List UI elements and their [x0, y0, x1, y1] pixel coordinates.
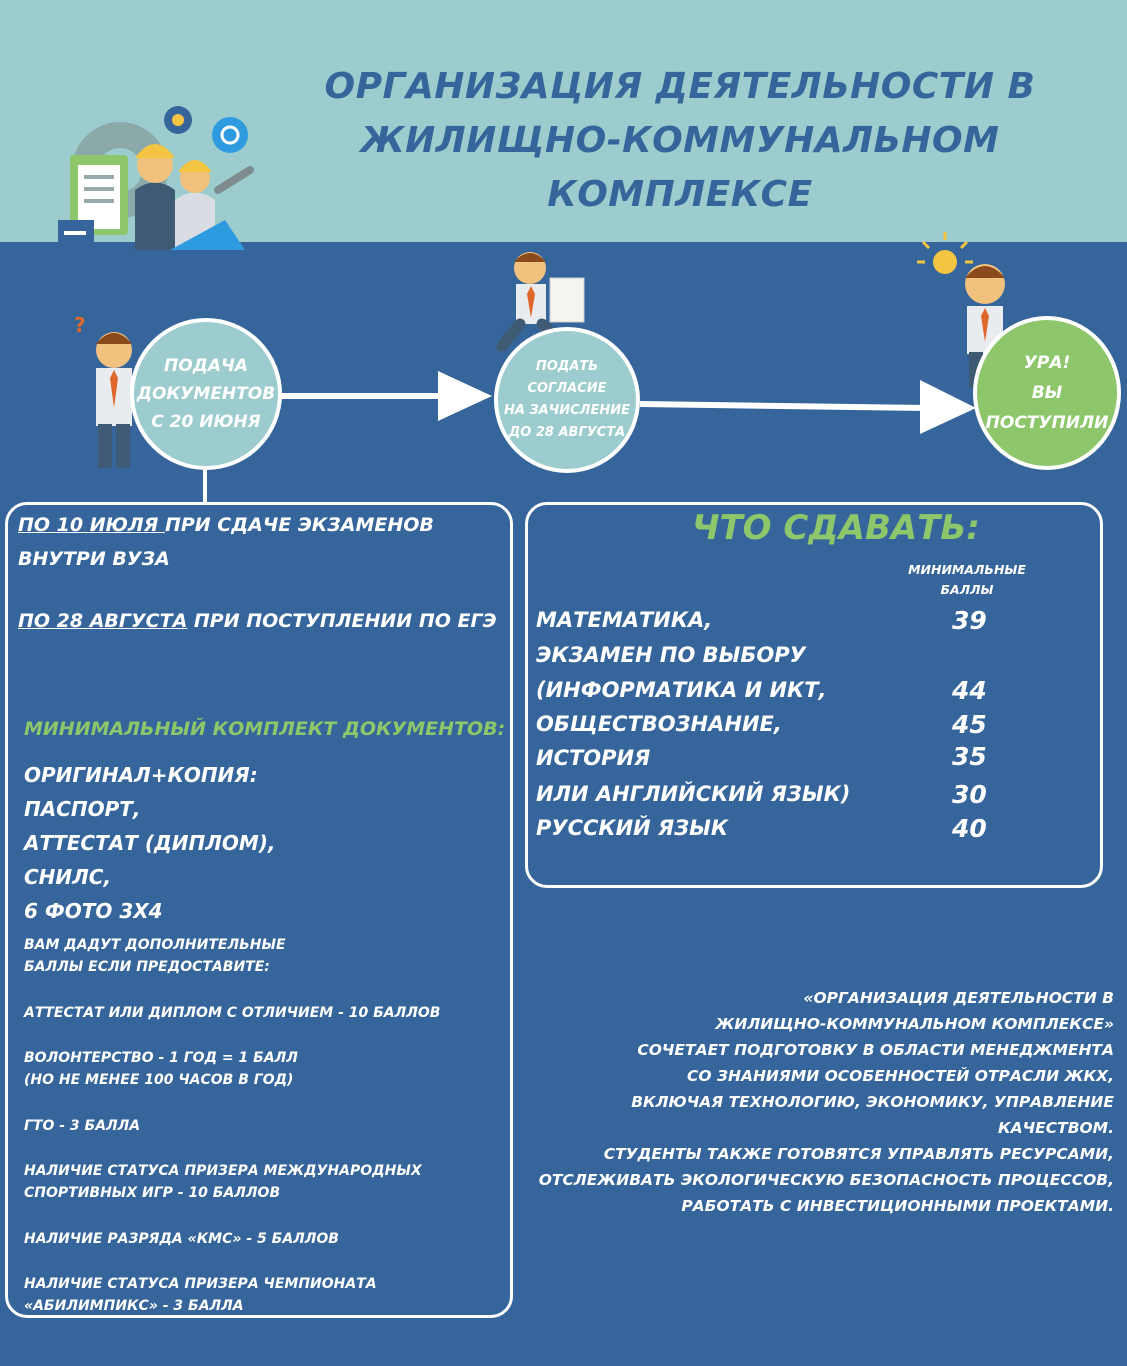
bonus-item [24, 1115, 504, 1137]
step-submit-documents [130, 318, 282, 470]
step-admitted [973, 316, 1121, 470]
exam-row [536, 643, 1006, 667]
description-line: СОЧЕТАЕТ ПОДГОТОВКУ В ОБЛАСТИ МЕНЕДЖМЕНТА [637, 1041, 1114, 1059]
title-line-2: ЖИЛИЩНО-КОММУНАЛЬНОМ КОМПЛЕКСЕ [360, 120, 1000, 215]
page-title [270, 60, 1090, 222]
bonus-intro-text: БАЛЛЫ ЕСЛИ ПРЕДОСТАВИТЕ: [24, 959, 270, 975]
exam-row [536, 710, 1006, 739]
min-score-label-text: БАЛЛЫ [940, 582, 994, 597]
exam-row [536, 606, 1006, 635]
step-text: УРА! [1023, 353, 1071, 373]
step-text: ДОКУМЕНТОВ [136, 384, 276, 404]
exam-subject: ОБЩЕСТВОЗНАНИЕ, [536, 712, 782, 736]
exams-heading: ЧТО СДАВАТЬ: [692, 508, 980, 548]
step-text: ПОДАЧА [164, 356, 248, 376]
bonus-text: НАЛИЧИЕ СТАТУСА ПРИЗЕРА МЕЖДУНАРОДНЫХ [24, 1163, 422, 1179]
bonus-text: ВОЛОНТЕРСТВО - 1 ГОД = 1 БАЛЛ [24, 1050, 298, 1066]
bonus-text: ГТО - 3 БАЛЛА [24, 1118, 141, 1134]
step-text: ВЫ [1031, 383, 1063, 403]
step-text: С 20 ИЮНЯ [151, 412, 261, 432]
bonus-intro [24, 934, 504, 978]
step-text: СОГЛАСИЕ [527, 381, 607, 396]
deadline-text: ПРИ ПОСТУПЛЕНИИ ПО ЕГЭ [187, 610, 497, 632]
step-consent [494, 327, 640, 473]
deadline-ege [18, 604, 513, 638]
bonus-text: НАЛИЧИЕ РАЗРЯДА «КМС» - 5 БАЛЛОВ [24, 1231, 339, 1247]
description-line: РАБОТАТЬ С ИНВЕСТИЦИОННЫМИ ПРОЕКТАМИ. [681, 1197, 1114, 1215]
svg-text:?: ? [74, 313, 86, 337]
exam-subject: (ИНФОРМАТИКА И ИКТ, [536, 678, 827, 702]
step-text: НА ЗАЧИСЛЕНИЕ [503, 403, 630, 418]
min-score-label [896, 560, 1038, 600]
exam-score: 30 [952, 780, 987, 809]
bonus-item [24, 1047, 504, 1091]
exam-row [536, 676, 1006, 705]
deadline-text: ВНУТРИ ВУЗА [18, 548, 170, 570]
list-item: ОРИГИНАЛ+КОПИЯ: [24, 763, 258, 787]
documents-list [24, 758, 424, 928]
bonus-intro-text: ВАМ ДАДУТ ДОПОЛНИТЕЛЬНЫЕ [24, 937, 286, 953]
description-line: ОТСЛЕЖИВАТЬ ЭКОЛОГИЧЕСКУЮ БЕЗОПАСНОСТЬ ПРОЦЕССОВ, [538, 1171, 1114, 1189]
program-description [520, 985, 1114, 1219]
description-line: «ОРГАНИЗАЦИЯ ДЕЯТЕЛЬНОСТИ В [803, 989, 1114, 1007]
exam-subject: ИЛИ АНГЛИЙСКИЙ ЯЗЫК) [536, 782, 851, 806]
min-score-label-text: МИНИМАЛЬНЫЕ [908, 562, 1026, 577]
bonus-item [24, 1273, 504, 1317]
exam-score: 44 [952, 676, 987, 705]
exam-subject: МАТЕМАТИКА, [536, 608, 713, 632]
list-item: 6 ФОТО 3Х4 [24, 899, 163, 923]
deadline-text: ПРИ СДАЧЕ ЭКЗАМЕНОВ [164, 514, 434, 536]
exam-row [536, 742, 1006, 771]
bonus-item [24, 1160, 504, 1204]
bonus-text: «АБИЛИМПИКС» - 3 БАЛЛА [24, 1298, 244, 1314]
bonus-text: НАЛИЧИЕ СТАТУСА ПРИЗЕРА ЧЕМПИОНАТА [24, 1276, 377, 1292]
exam-score: 40 [952, 814, 987, 843]
list-item: ПАСПОРТ, [24, 797, 141, 821]
deadline-exams [18, 508, 508, 576]
bonus-item [24, 1002, 504, 1024]
exam-subject: ЭКЗАМЕН ПО ВЫБОРУ [536, 643, 806, 667]
step-text: ДО 28 АВГУСТА [508, 425, 626, 440]
title-line-1: ОРГАНИЗАЦИЯ ДЕЯТЕЛЬНОСТИ В [324, 66, 1036, 107]
arrow-right-icon [280, 371, 492, 421]
exam-row [536, 780, 1006, 809]
list-item: АТТЕСТАТ (ДИПЛОМ), [24, 831, 276, 855]
deadline-date: ПО 10 ИЮЛЯ [18, 514, 165, 536]
exam-subject: РУССКИЙ ЯЗЫК [536, 816, 729, 840]
documents-heading: МИНИМАЛЬНЫЙ КОМПЛЕКТ ДОКУМЕНТОВ: [24, 718, 506, 740]
exam-row [536, 814, 1006, 843]
workers-illustration-icon [50, 100, 270, 250]
exam-score: 39 [952, 606, 987, 635]
exam-score: 45 [952, 710, 987, 739]
bonus-text: АТТЕСТАТ ИЛИ ДИПЛОМ С ОТЛИЧИЕМ - 10 БАЛЛОВ [24, 1005, 441, 1021]
bonus-text: (НО НЕ МЕНЕЕ 100 ЧАСОВ В ГОД) [24, 1072, 294, 1088]
bonus-item [24, 1228, 504, 1250]
exam-subject: ИСТОРИЯ [536, 746, 651, 770]
list-item: СНИЛС, [24, 865, 112, 889]
description-line: ЖИЛИЩНО-КОММУНАЛЬНОМ КОМПЛЕКСЕ» [715, 1015, 1114, 1033]
bonus-text: СПОРТИВНЫХ ИГР - 10 БАЛЛОВ [24, 1185, 281, 1201]
exam-score: 35 [952, 742, 987, 771]
description-line: СО ЗНАНИЯМИ ОСОБЕННОСТЕЙ ОТРАСЛИ ЖКХ, [687, 1067, 1114, 1085]
step-text: ПОДАТЬ [535, 359, 599, 374]
description-line: ВКЛЮЧАЯ ТЕХНОЛОГИЮ, ЭКОНОМИКУ, УПРАВЛЕНИЕ КАЧЕСТВОМ. [631, 1093, 1114, 1137]
deadline-date: ПО 28 АВГУСТА [18, 610, 188, 632]
step-text: ПОСТУПИЛИ [985, 413, 1109, 433]
description-line: СТУДЕНТЫ ТАКЖЕ ГОТОВЯТСЯ УПРАВЛЯТЬ РЕСУРСАМИ, [603, 1145, 1114, 1163]
